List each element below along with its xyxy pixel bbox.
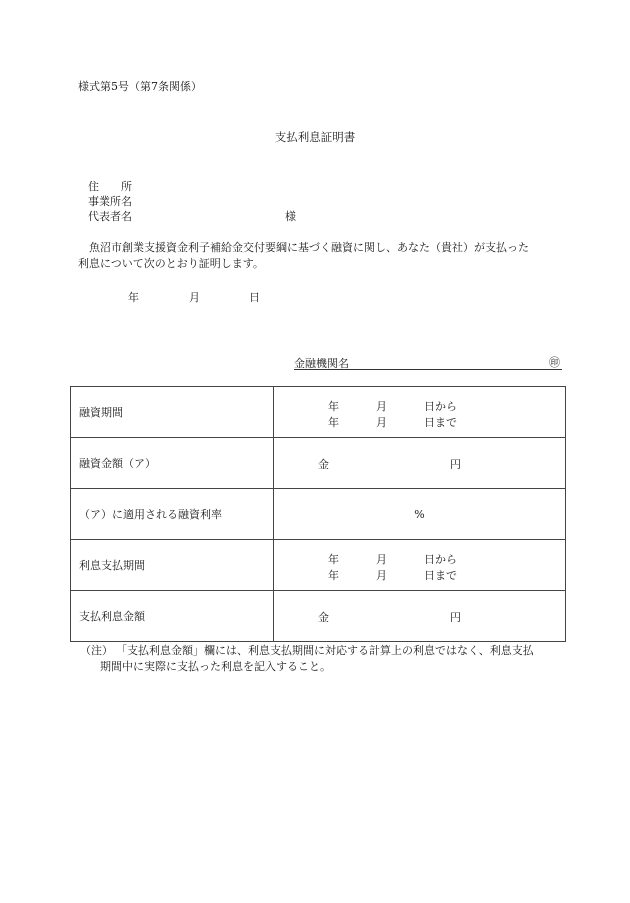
table-row-loan-amount [71,438,566,489]
table-row-loan-period [71,387,566,438]
loan-period-from-year: 年 [328,400,339,413]
seal-icon: ㊞ [549,356,560,369]
form-number: 様式第5号（第7条関係） [78,80,202,93]
bank-name-field [294,355,562,370]
loan-period-value [274,387,566,438]
interest-period-from-month: 月 [376,553,387,566]
footnote-text-1: 「支払利息金額」欄には、利息支払期間に対応する計算上の利息ではなく、利息支払 [116,644,534,657]
loan-amount-kin: 金 [318,458,329,471]
table-row-interest-rate [71,489,566,540]
interest-paid-label: 支払利息金額 [71,591,274,642]
loan-amount-value [274,438,566,489]
certification-line-2: 利息について次のとおり証明します。 [78,257,264,270]
representative-field [88,210,148,224]
interest-period-from-year: 年 [328,553,339,566]
date-day: 日 [249,291,260,304]
interest-period-to-month: 月 [376,569,387,582]
office-name-label: 事業所名 [88,195,132,208]
loan-amount-label: 融資金額（ア） [71,438,274,489]
loan-period-to-day: 日まで [424,416,457,429]
interest-paid-yen: 円 [450,611,461,624]
loan-period-to-month: 月 [376,416,387,429]
footnote-line-1 [80,643,570,659]
loan-amount-yen: 円 [450,458,461,471]
interest-rate-value: % [274,489,566,540]
table-row-interest-period [71,540,566,591]
loan-table [70,386,566,642]
footnote [80,643,570,675]
bank-name-label: 金融機関名 [294,357,349,370]
office-name-field [88,195,148,209]
loan-period-from-day: 日から [424,400,457,413]
interest-rate-label: （ア）に適用される融資利率 [71,489,274,540]
certification-text [78,240,568,272]
representative-label: 代表者名 [88,210,132,223]
interest-period-from-day: 日から [424,553,457,566]
interest-period-value [274,540,566,591]
footnote-line-2: 期間中に実際に支払った利息を記入すること。 [100,660,331,673]
date-year: 年 [128,291,139,304]
certification-line-1: 魚沼市創業支援資金利子補給金交付要綱に基づく融資に関し、あなた（貴社）が支払った [89,241,529,254]
loan-period-from-month: 月 [376,400,387,413]
table-row-interest-paid [71,591,566,642]
honorific: 様 [285,210,296,223]
loan-period-label: 融資期間 [71,387,274,438]
address-label: 住 所 [88,180,132,193]
interest-period-to-day: 日まで [424,569,457,582]
date-month: 月 [189,291,200,304]
interest-period-label: 利息支払期間 [71,540,274,591]
interest-paid-kin: 金 [318,611,329,624]
footnote-marker: （注） [80,644,113,657]
interest-period-to-year: 年 [328,569,339,582]
loan-period-to-year: 年 [328,416,339,429]
address-field [88,180,148,194]
interest-paid-value [274,591,566,642]
document-title: 支払利息証明書 [274,130,356,144]
